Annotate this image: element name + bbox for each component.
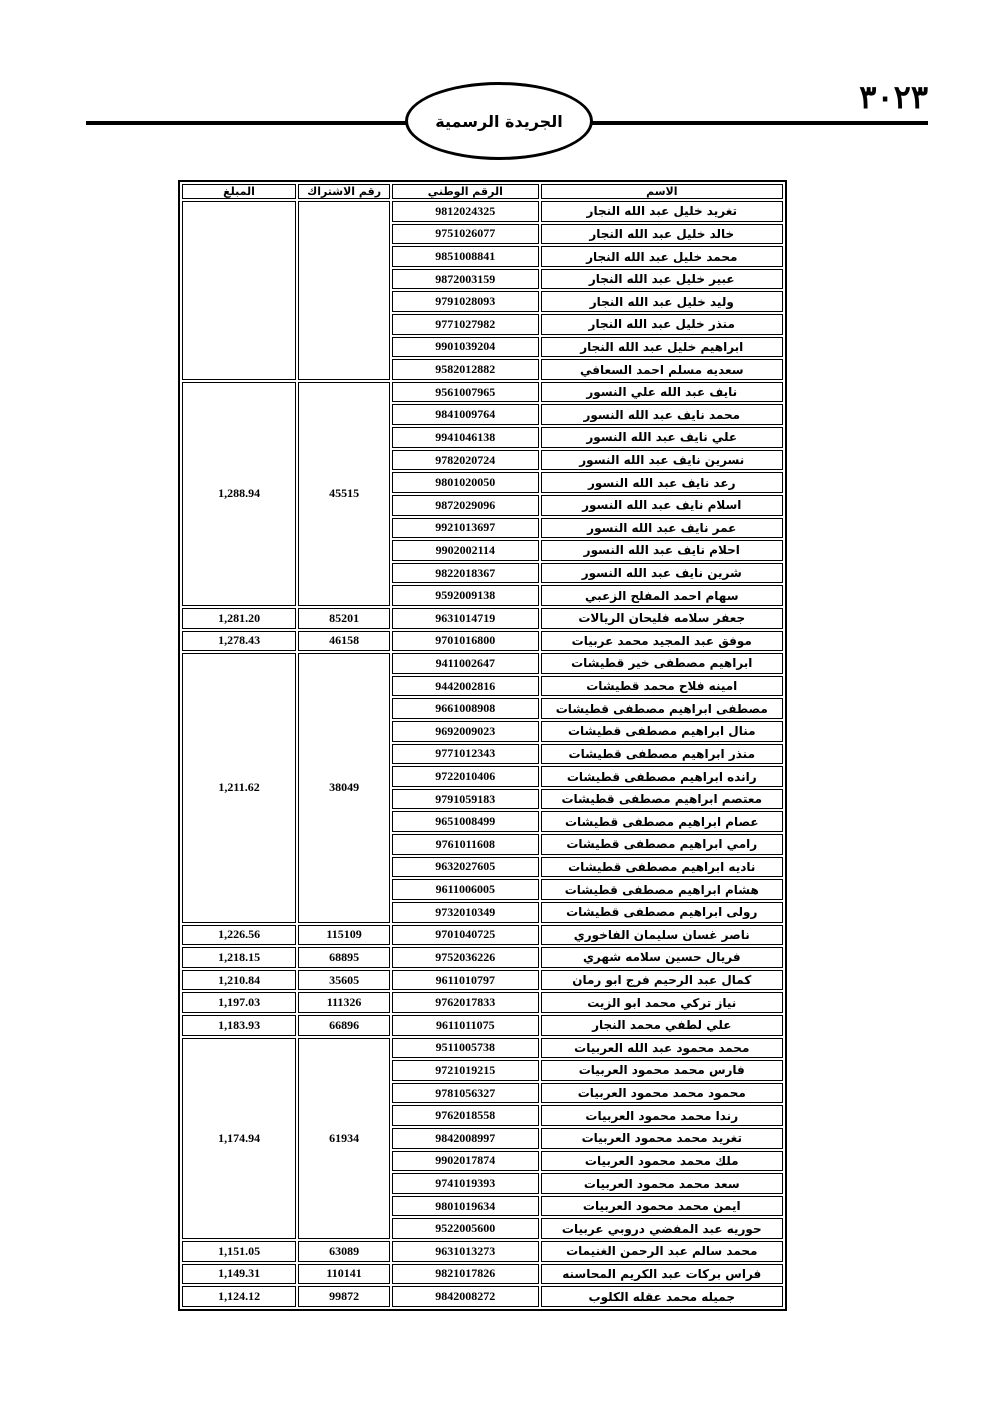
national-id-cell: 9761011608 xyxy=(392,834,538,855)
subscription-cell: 85201 xyxy=(298,608,390,629)
journal-title: الجريدة الرسمية xyxy=(435,111,563,131)
national-id-cell: 9921013697 xyxy=(392,518,538,539)
national-id-cell: 9611006005 xyxy=(392,879,538,900)
amount-cell: 1,281.20 xyxy=(182,608,296,629)
journal-title-oval xyxy=(405,82,593,160)
amount-cell: 1,183.93 xyxy=(182,1015,296,1036)
name-cell: منال ابراهيم مصطفى قطيشات xyxy=(541,721,783,742)
table-row xyxy=(182,992,783,1013)
national-id-cell: 9411002647 xyxy=(392,653,538,674)
national-id-cell: 9741019393 xyxy=(392,1173,538,1194)
national-id-cell: 9762017833 xyxy=(392,992,538,1013)
name-cell: عصام ابراهيم مصطفى قطيشات xyxy=(541,811,783,832)
national-id-cell: 9791028093 xyxy=(392,291,538,312)
table-header-row xyxy=(182,184,783,199)
amount-cell: 1,151.05 xyxy=(182,1241,296,1262)
national-id-cell: 9661008908 xyxy=(392,698,538,719)
table-row xyxy=(182,1015,783,1036)
table-row xyxy=(182,608,783,629)
name-cell: نياز تركي محمد ابو الزيت xyxy=(541,992,783,1013)
subscription-cell: 99872 xyxy=(298,1286,390,1307)
name-cell: رانده ابراهيم مصطفى قطيشات xyxy=(541,766,783,787)
amount-cell: 1,124.12 xyxy=(182,1286,296,1307)
beneficiaries-table xyxy=(178,180,787,1311)
subscription-cell: 61934 xyxy=(298,1038,390,1239)
name-cell: فريال حسين سلامه شهري xyxy=(541,947,783,968)
national-id-cell: 9611010797 xyxy=(392,970,538,991)
amount-cell: 1,226.56 xyxy=(182,925,296,946)
name-cell: اسلام نايف عبد الله النسور xyxy=(541,495,783,516)
national-id-cell: 9791059183 xyxy=(392,789,538,810)
name-cell: فارس محمد محمود العربيات xyxy=(541,1060,783,1081)
name-cell: هشام ابراهيم مصطفى قطيشات xyxy=(541,879,783,900)
national-id-cell: 9582012882 xyxy=(392,359,538,380)
national-id-cell: 9751026077 xyxy=(392,224,538,245)
amount-cell: 1,278.43 xyxy=(182,631,296,652)
national-id-cell: 9701016800 xyxy=(392,631,538,652)
name-cell: ملك محمد محمود العربيات xyxy=(541,1151,783,1172)
national-id-cell: 9902017874 xyxy=(392,1151,538,1172)
table-row xyxy=(182,631,783,652)
name-cell: محمد سالم عبد الرحمن الغنيمات xyxy=(541,1241,783,1262)
subscription-cell: 63089 xyxy=(298,1241,390,1262)
national-id-cell: 9781056327 xyxy=(392,1083,538,1104)
national-id-cell: 9721019215 xyxy=(392,1060,538,1081)
national-id-cell: 9561007965 xyxy=(392,382,538,403)
national-id-cell: 9941046138 xyxy=(392,427,538,448)
name-cell: وليد خليل عبد الله النجار xyxy=(541,291,783,312)
national-id-cell: 9841009764 xyxy=(392,404,538,425)
national-id-cell: 9771012343 xyxy=(392,744,538,765)
amount-cell: 1,210.84 xyxy=(182,970,296,991)
name-cell: رولى ابراهيم مصطفى قطيشات xyxy=(541,902,783,923)
table-row xyxy=(182,970,783,991)
national-id-cell: 9842008997 xyxy=(392,1128,538,1149)
name-cell: منذر ابراهيم مصطفى قطيشات xyxy=(541,744,783,765)
name-cell: رامي ابراهيم مصطفى قطيشات xyxy=(541,834,783,855)
amount-cell: 1,174.94 xyxy=(182,1038,296,1239)
table-row xyxy=(182,201,783,222)
subscription-cell: 35605 xyxy=(298,970,390,991)
name-cell: محمد نايف عبد الله النسور xyxy=(541,404,783,425)
national-id-cell: 9592009138 xyxy=(392,585,538,606)
name-cell: تغريد خليل عبد الله النجار xyxy=(541,201,783,222)
name-cell: علي نايف عبد الله النسور xyxy=(541,427,783,448)
name-cell: شرين نايف عبد الله النسور xyxy=(541,563,783,584)
subscription-cell: 66896 xyxy=(298,1015,390,1036)
name-cell: ابراهيم مصطفى خير قطيشات xyxy=(541,653,783,674)
amount-cell: 1,218.15 xyxy=(182,947,296,968)
name-cell: سعديه مسلم احمد السعافي xyxy=(541,359,783,380)
subscription-cell: 68895 xyxy=(298,947,390,968)
subscription-cell xyxy=(298,201,390,380)
national-id-cell: 9872003159 xyxy=(392,269,538,290)
name-cell: كمال عبد الرحيم فرج ابو رمان xyxy=(541,970,783,991)
national-id-cell: 9651008499 xyxy=(392,811,538,832)
name-cell: حوريه عبد المفضي دروبي عربيات xyxy=(541,1218,783,1239)
national-id-cell: 9611011075 xyxy=(392,1015,538,1036)
amount-cell: 1,288.94 xyxy=(182,382,296,606)
name-cell: تغريد محمد محمود العربيات xyxy=(541,1128,783,1149)
national-id-cell: 9722010406 xyxy=(392,766,538,787)
header-amount: المبلغ xyxy=(182,184,296,199)
name-cell: سهام احمد المفلح الزعبي xyxy=(541,585,783,606)
national-id-cell: 9771027982 xyxy=(392,314,538,335)
national-id-cell: 9801020050 xyxy=(392,472,538,493)
name-cell: ناصر غسان سليمان الفاخوري xyxy=(541,925,783,946)
amount-cell xyxy=(182,201,296,380)
name-cell: فراس بركات عبد الكريم المحاسنه xyxy=(541,1264,783,1285)
name-cell: رعد نايف عبد الله النسور xyxy=(541,472,783,493)
name-cell: محمد خليل عبد الله النجار xyxy=(541,246,783,267)
national-id-cell: 9631014719 xyxy=(392,608,538,629)
table-body xyxy=(182,201,783,1307)
name-cell: منذر خليل عبد الله النجار xyxy=(541,314,783,335)
subscription-cell: 110141 xyxy=(298,1264,390,1285)
name-cell: خالد خليل عبد الله النجار xyxy=(541,224,783,245)
name-cell: موفق عبد المجيد محمد عربيات xyxy=(541,631,783,652)
header-subscription: رقم الاشتراك xyxy=(298,184,390,199)
name-cell: ابراهيم خليل عبد الله النجار xyxy=(541,337,783,358)
name-cell: احلام نايف عبد الله النسور xyxy=(541,540,783,561)
table-row xyxy=(182,382,783,403)
national-id-cell: 9752036226 xyxy=(392,947,538,968)
name-cell: محمد محمود عبد الله العربيات xyxy=(541,1038,783,1059)
name-cell: مصطفى ابراهيم مصطفى قطيشات xyxy=(541,698,783,719)
table-row xyxy=(182,1264,783,1285)
name-cell: جميله محمد عقله الكلوب xyxy=(541,1286,783,1307)
national-id-cell: 9812024325 xyxy=(392,201,538,222)
table-row xyxy=(182,1038,783,1059)
national-id-cell: 9902002114 xyxy=(392,540,538,561)
national-id-cell: 9842008272 xyxy=(392,1286,538,1307)
name-cell: امينه فلاح محمد قطيشات xyxy=(541,676,783,697)
national-id-cell: 9821017826 xyxy=(392,1264,538,1285)
national-id-cell: 9801019634 xyxy=(392,1196,538,1217)
name-cell: علي لطفي محمد النجار xyxy=(541,1015,783,1036)
national-id-cell: 9692009023 xyxy=(392,721,538,742)
amount-cell: 1,149.31 xyxy=(182,1264,296,1285)
name-cell: رندا محمد محمود العربيات xyxy=(541,1105,783,1126)
national-id-cell: 9851008841 xyxy=(392,246,538,267)
national-id-cell: 9632027605 xyxy=(392,857,538,878)
national-id-cell: 9782020724 xyxy=(392,450,538,471)
amount-cell: 1,197.03 xyxy=(182,992,296,1013)
page-number: ٣٠٢٣ xyxy=(859,78,928,116)
subscription-cell: 45515 xyxy=(298,382,390,606)
subscription-cell: 111326 xyxy=(298,992,390,1013)
header-name: الاسم xyxy=(541,184,783,199)
national-id-cell: 9511005738 xyxy=(392,1038,538,1059)
table-row xyxy=(182,1241,783,1262)
national-id-cell: 9732010349 xyxy=(392,902,538,923)
national-id-cell: 9762018558 xyxy=(392,1105,538,1126)
name-cell: جعفر سلامه فليحان الريالات xyxy=(541,608,783,629)
name-cell: ايمن محمد محمود العربيات xyxy=(541,1196,783,1217)
name-cell: نايف عبد الله علي النسور xyxy=(541,382,783,403)
national-id-cell: 9522005600 xyxy=(392,1218,538,1239)
table-row xyxy=(182,653,783,674)
national-id-cell: 9822018367 xyxy=(392,563,538,584)
subscription-cell: 46158 xyxy=(298,631,390,652)
name-cell: سعد محمد محمود العربيات xyxy=(541,1173,783,1194)
table-row xyxy=(182,947,783,968)
national-id-cell: 9901039204 xyxy=(392,337,538,358)
header-national-id: الرقم الوطني xyxy=(392,184,538,199)
table-row xyxy=(182,925,783,946)
name-cell: عمر نايف عبد الله النسور xyxy=(541,518,783,539)
national-id-cell: 9872029096 xyxy=(392,495,538,516)
national-id-cell: 9631013273 xyxy=(392,1241,538,1262)
table-row xyxy=(182,1286,783,1307)
name-cell: محمود محمد محمود العربيات xyxy=(541,1083,783,1104)
national-id-cell: 9701040725 xyxy=(392,925,538,946)
amount-cell: 1,211.62 xyxy=(182,653,296,922)
name-cell: معتصم ابراهيم مصطفى قطيشات xyxy=(541,789,783,810)
name-cell: نسرين نايف عبد الله النسور xyxy=(541,450,783,471)
subscription-cell: 38049 xyxy=(298,653,390,922)
name-cell: ناديه ابراهيم مصطفى قطيشات xyxy=(541,857,783,878)
subscription-cell: 115109 xyxy=(298,925,390,946)
name-cell: عبير خليل عبد الله النجار xyxy=(541,269,783,290)
national-id-cell: 9442002816 xyxy=(392,676,538,697)
